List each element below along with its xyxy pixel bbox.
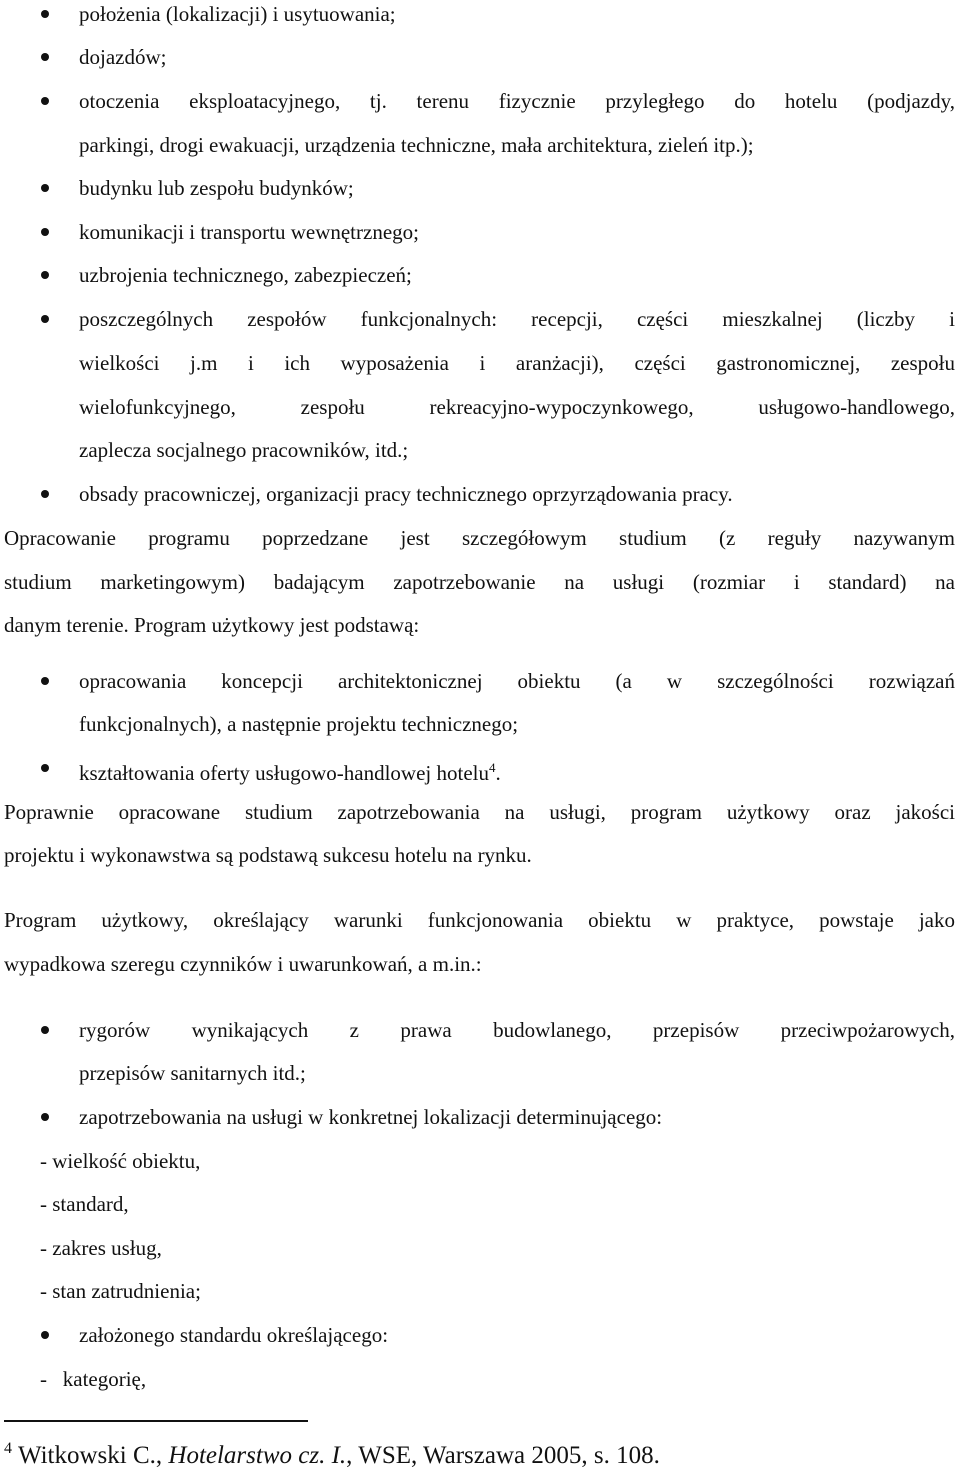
list-item-text: kształtowania oferty usługowo-handlowej hotelu	[79, 761, 489, 785]
bullet-icon	[41, 677, 49, 685]
dash-item: - wielkość obiektu,	[40, 1149, 201, 1173]
list-item: budynku lub zespołu budynków;	[79, 176, 354, 200]
list-item	[79, 756, 501, 785]
list-item: dojazdów;	[79, 45, 167, 69]
footnote-divider	[4, 1420, 308, 1422]
bullet-icon	[41, 53, 49, 61]
bullet-icon	[41, 490, 49, 498]
footnote-title: Hotelarstwo cz. I.	[168, 1442, 347, 1469]
dash-item: - zakres usług,	[40, 1236, 162, 1260]
list-item-continuation: parkingi, drogi ewakuacji, urządzenia techniczne, mała architektura, zieleń itp.);	[79, 133, 754, 157]
list-item: komunikacji i transportu wewnętrznego;	[79, 220, 419, 244]
list-item-continuation: wielkości j.m i ich wyposażenia i aranżacji), części gastronomicznej, zespołu	[79, 351, 955, 375]
paragraph-line: Poprawnie opracowane studium zapotrzebowania na usługi, program użytkowy oraz jakości	[4, 800, 955, 824]
list-item: opracowania koncepcji architektonicznej obiektu (a w szczególności rozwiązań	[79, 669, 955, 693]
list-item-continuation: zaplecza socjalnego pracowników, itd.;	[79, 438, 409, 462]
list-item: obsady pracowniczej, organizacji pracy technicznego oprzyrządowania pracy.	[79, 482, 733, 506]
list-item-text: .	[495, 761, 501, 785]
dash-item: - stan zatrudnienia;	[40, 1279, 201, 1303]
list-item: założonego standardu określającego:	[79, 1323, 389, 1347]
list-item: uzbrojenia technicznego, zabezpieczeń;	[79, 263, 412, 287]
paragraph-line: wypadkowa szeregu czynników i uwarunkowań, a m.in.:	[4, 952, 482, 976]
list-item-continuation: wielofunkcyjnego, zespołu rekreacyjno-wypoczynkowego, usługowo-handlowego,	[79, 395, 955, 419]
paragraph-line: projektu i wykonawstwa są podstawą sukcesu hotelu na rynku.	[4, 843, 532, 867]
bullet-icon	[41, 97, 49, 105]
paragraph-line: Program użytkowy, określający warunki funkcjonowania obiektu w praktyce, powstaje jako	[4, 908, 955, 932]
bullet-icon	[41, 184, 49, 192]
paragraph-line: Opracowanie programu poprzedzane jest szczegółowym studium (z reguły nazywanym	[4, 526, 955, 550]
footnote	[4, 1434, 660, 1471]
bullet-icon	[41, 10, 49, 18]
bullet-icon	[41, 1331, 49, 1339]
bullet-icon	[41, 228, 49, 236]
list-item: poszczególnych zespołów funkcjonalnych: recepcji, części mieszkalnej (liczby i	[79, 307, 955, 331]
list-item: otoczenia eksploatacyjnego, tj. terenu fizycznie przyległego do hotelu (podjazdy,	[79, 89, 955, 113]
bullet-icon	[41, 271, 49, 279]
paragraph-line: danym terenie. Program użytkowy jest podstawą:	[4, 613, 420, 637]
dash-item: - standard,	[40, 1192, 129, 1216]
footnote-ref[interactable]: 4	[488, 760, 496, 775]
list-item-continuation: funkcjonalnych), a następnie projektu technicznego;	[79, 712, 519, 736]
list-item: położenia (lokalizacji) i usytuowania;	[79, 2, 396, 26]
dash-item: - kategorię,	[40, 1367, 147, 1391]
bullet-icon	[41, 1113, 49, 1121]
bullet-icon	[41, 315, 49, 323]
list-item: zapotrzebowania na usługi w konkretnej lokalizacji determinującego:	[79, 1105, 663, 1129]
footnote-rest: , WSE, Warszawa 2005, s. 108.	[346, 1442, 660, 1469]
footnote-number: 4	[4, 1440, 12, 1457]
paragraph-line: studium marketingowym) badającym zapotrzebowanie na usługi (rozmiar i standard) na	[4, 570, 955, 594]
footnote-author: Witkowski C.,	[18, 1442, 169, 1469]
bullet-icon	[41, 1026, 49, 1034]
list-item: rygorów wynikających z prawa budowlanego, przepisów przeciwpożarowych,	[79, 1018, 955, 1042]
bullet-icon	[41, 764, 49, 772]
list-item-continuation: przepisów sanitarnych itd.;	[79, 1061, 306, 1085]
